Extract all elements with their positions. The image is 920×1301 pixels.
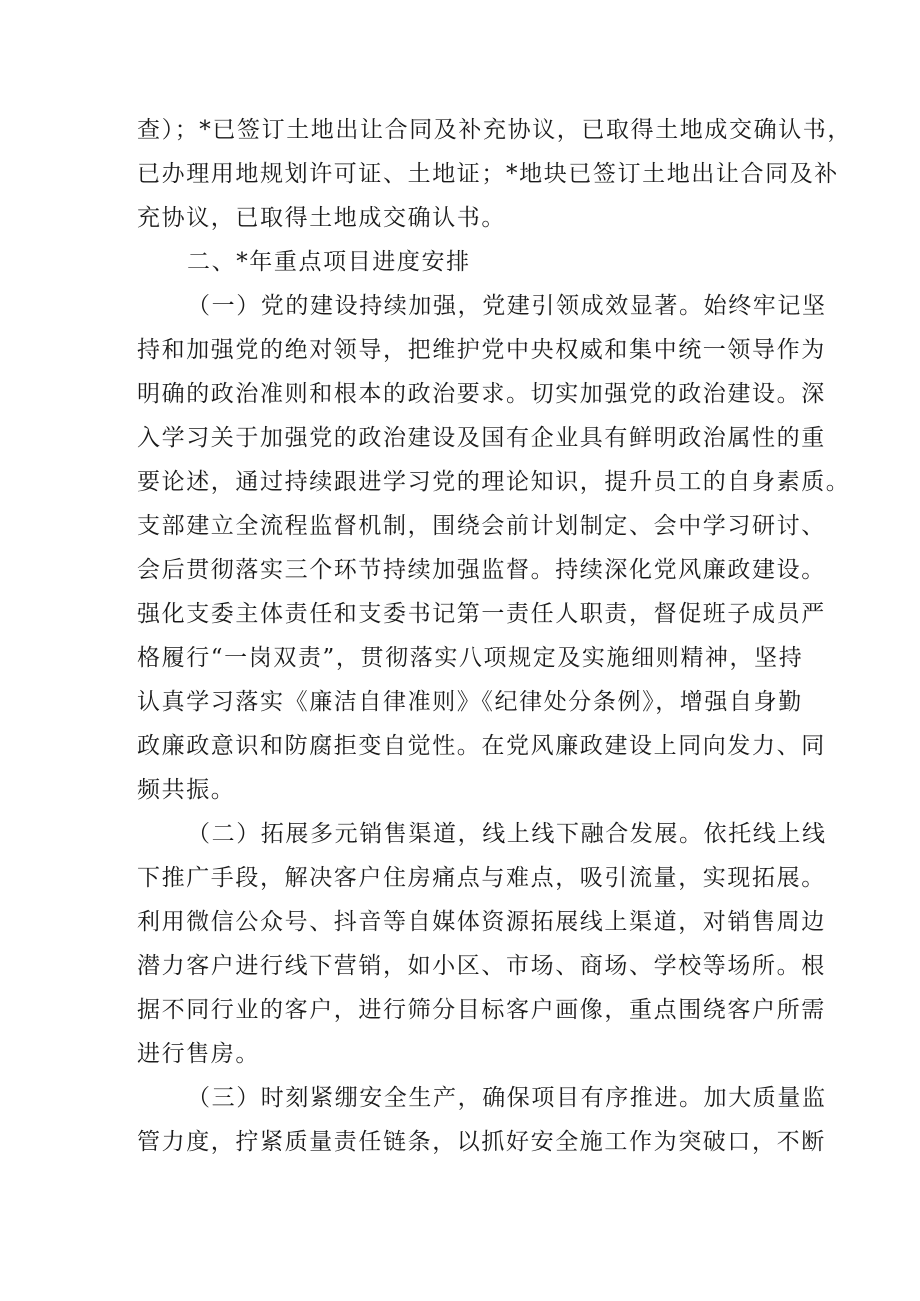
- text-line: 据不同行业的客户，进行筛分目标客户画像，重点围绕客户所需: [137, 997, 826, 1023]
- text-line: 持和加强党的绝对领导，把维护党中央权威和集中统一领导作为: [137, 337, 826, 363]
- text-line: 进行售房。: [137, 1041, 260, 1067]
- text-line: 下推广手段，解决客户住房痛点与难点，吸引流量，实现拓展。: [137, 865, 826, 891]
- text-line: 入学习关于加强党的政治建设及国有企业具有鲜明政治属性的重: [137, 425, 826, 451]
- text-line: 强化支委主体责任和支委书记第一责任人职责，督促班子成员严: [137, 601, 826, 627]
- text-line: 会后贯彻落实三个环节持续加强监督。持续深化党风廉政建设。: [137, 557, 826, 583]
- text-line: 格履行“一岗双责”，贯彻落实八项规定及实施细则精神，坚持: [137, 645, 804, 671]
- text-line: 充协议，已取得土地成交确认书。: [137, 205, 506, 231]
- text-line: 要论述，通过持续跟进学习党的理论知识，提升员工的自身素质。: [137, 469, 851, 495]
- text-line: （二）拓展多元销售渠道，线上线下融合发展。依托线上线: [187, 821, 827, 847]
- text-line: （一）党的建设持续加强，党建引领成效显著。始终牢记坚: [187, 293, 827, 319]
- text-line: 管力度，拧紧质量责任链条，以抓好安全施工作为突破口，不断: [137, 1129, 826, 1155]
- text-line: 政廉政意识和防腐拒变自觉性。在党风廉政建设上同向发力、同: [137, 733, 826, 759]
- text-line: 支部建立全流程监督机制，围绕会前计划制定、会中学习研讨、: [137, 513, 826, 539]
- text-line: 已办理用地规划许可证、土地证；*地块已签订土地出让合同及补: [137, 161, 839, 187]
- text-line: 认真学习落实《廉洁自律准则》《纪律处分条例》，增强自身勤: [137, 689, 803, 715]
- text-line: 明确的政治准则和根本的政治要求。切实加强党的政治建设。深: [137, 381, 826, 407]
- section-heading: 二、*年重点项目进度安排: [187, 249, 471, 275]
- text-line: （三）时刻紧绷安全生产，确保项目有序推进。加大质量监: [187, 1085, 827, 1111]
- text-line: 频共振。: [137, 777, 236, 803]
- text-line: 利用微信公众号、抖音等自媒体资源拓展线上渠道，对销售周边: [137, 909, 826, 935]
- text-line: 潜力客户进行线下营销，如小区、市场、商场、学校等场所。根: [137, 953, 826, 979]
- text-line: 查）；*已签订土地出让合同及补充协议，已取得土地成交确认书，: [137, 117, 852, 143]
